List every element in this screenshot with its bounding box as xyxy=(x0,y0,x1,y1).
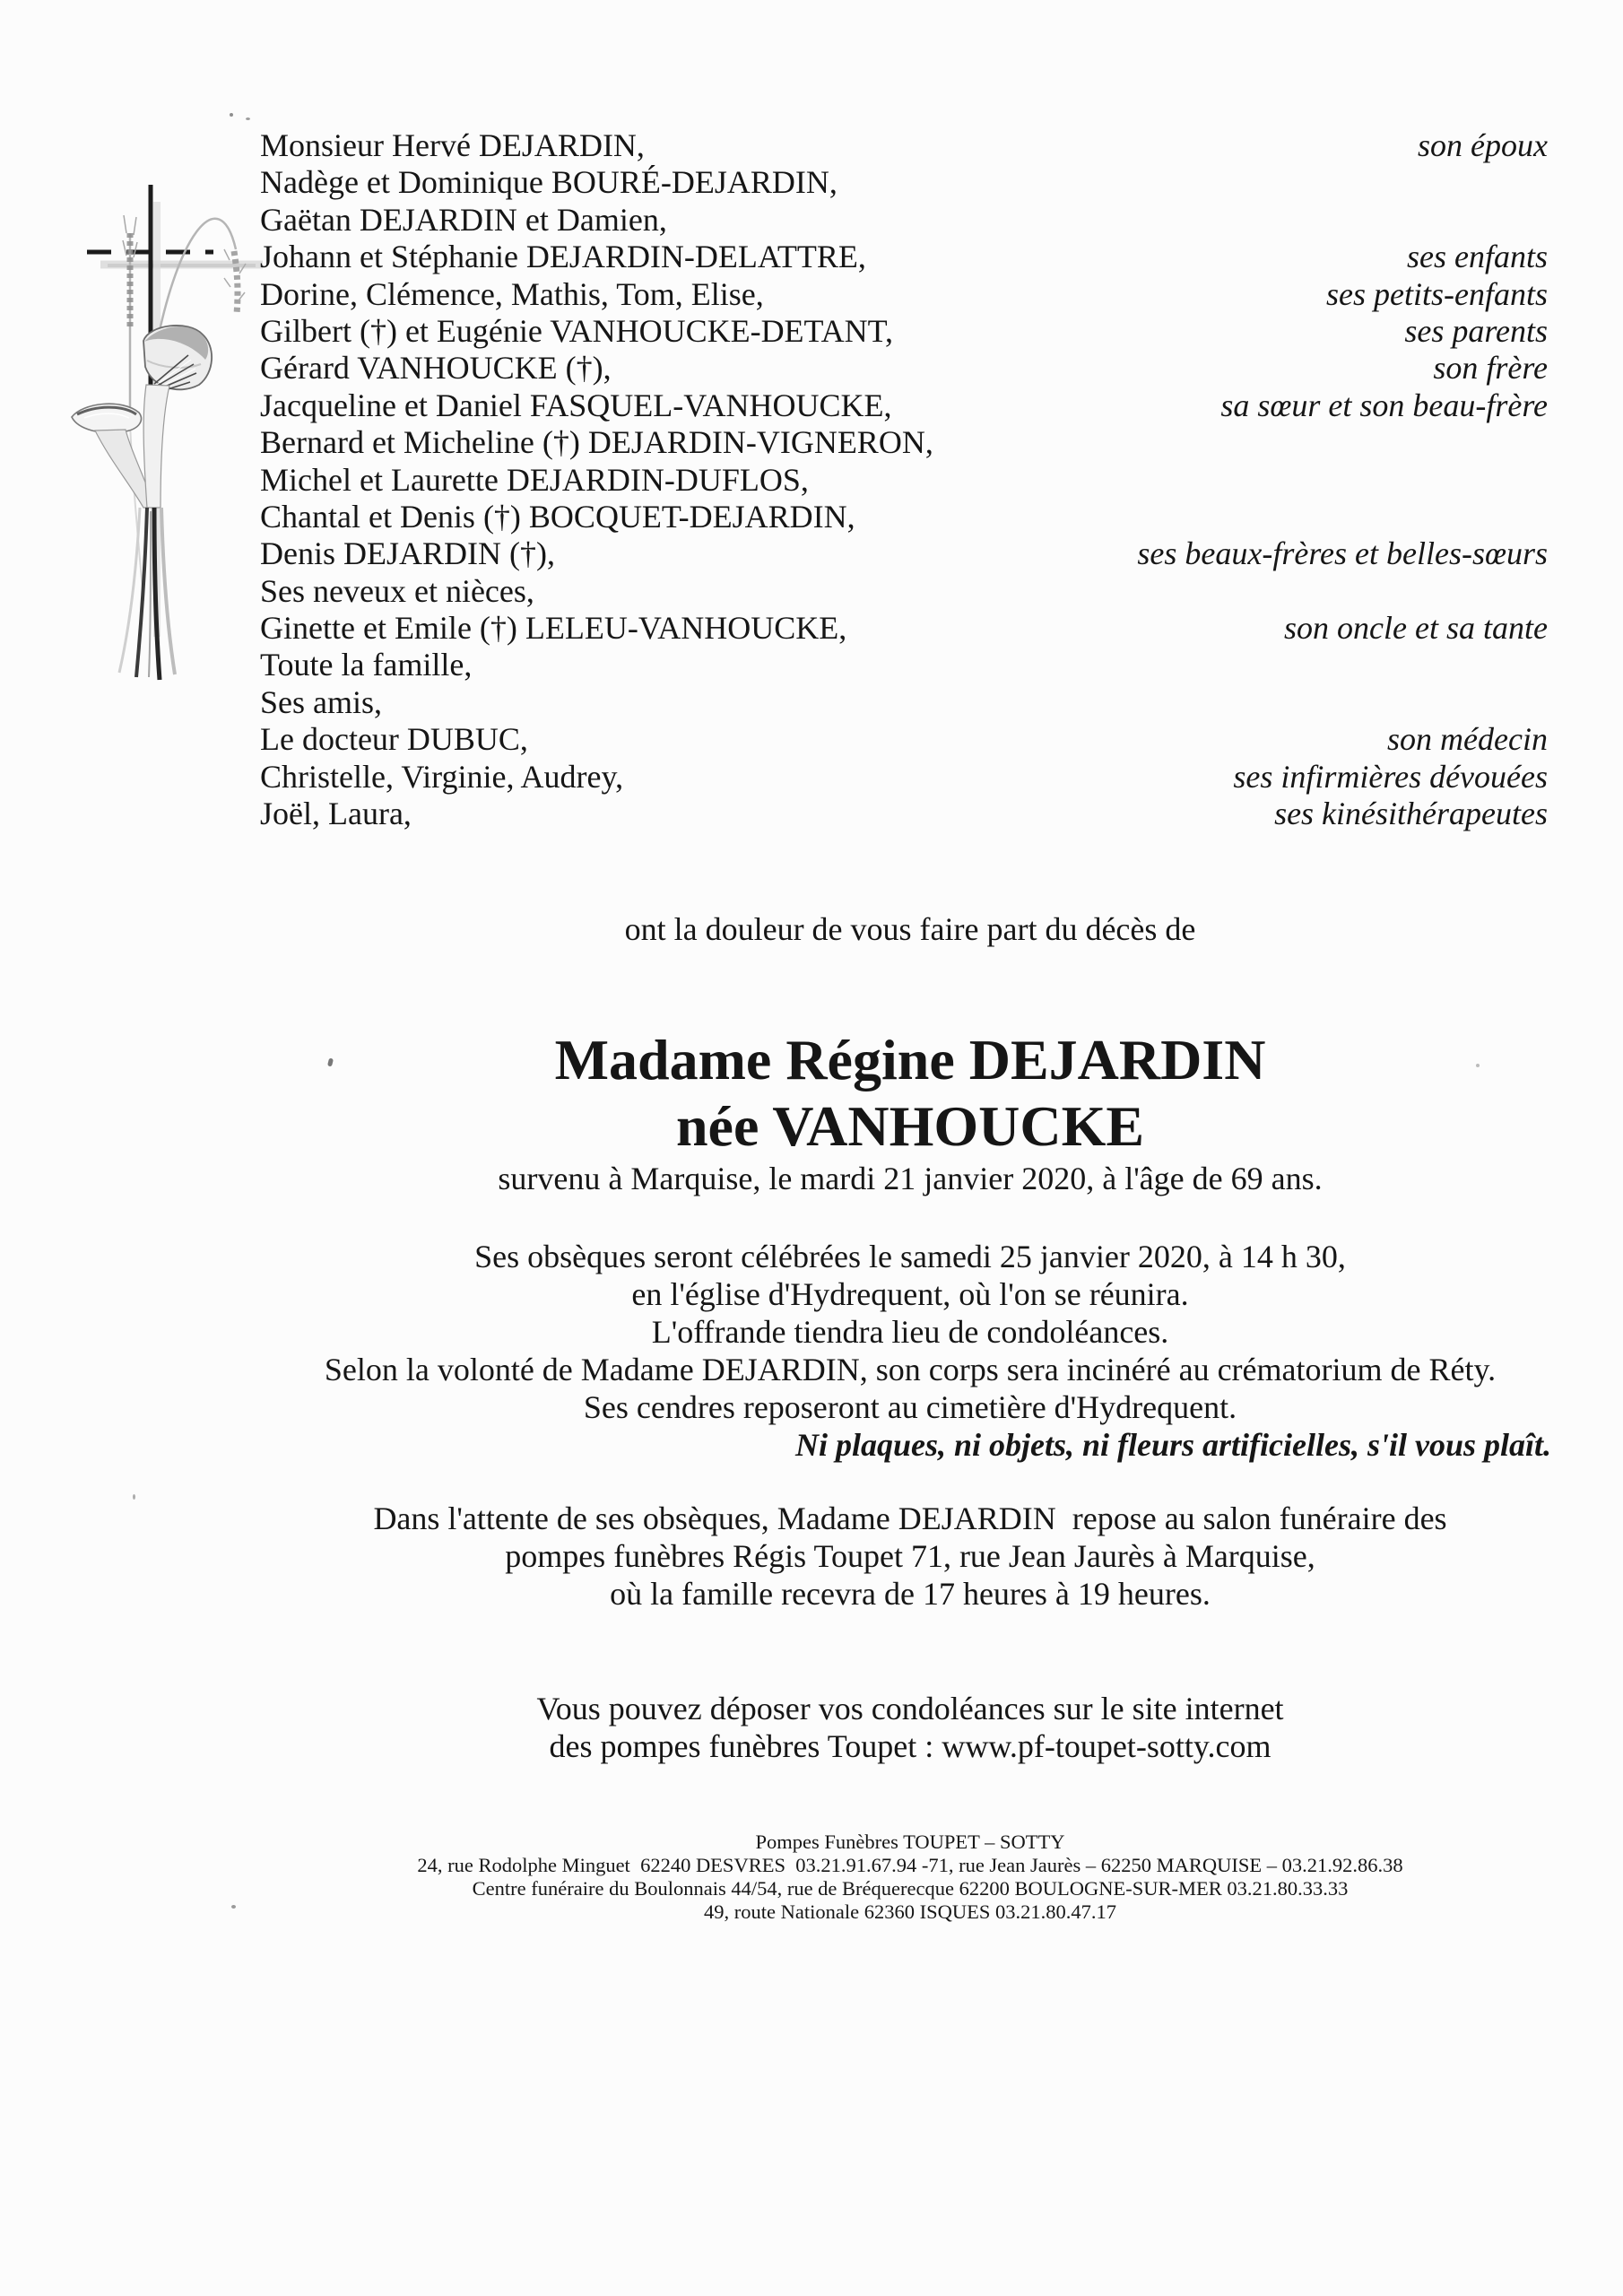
family-line xyxy=(260,164,1548,201)
online-condolences xyxy=(197,1690,1623,1765)
family-name: Chantal et Denis (†) BOCQUET-DEJARDIN, xyxy=(260,498,855,535)
funeral-home-footer xyxy=(197,1831,1623,1924)
family-line xyxy=(260,127,1548,164)
announcement-column xyxy=(197,910,1623,1924)
family-line xyxy=(260,276,1548,313)
scan-speck xyxy=(1476,1064,1480,1067)
relationship-label: ses infirmières dévouées xyxy=(1233,758,1548,795)
family-name: Jacqueline et Daniel FASQUEL-VANHOUCKE, xyxy=(260,387,892,423)
family-line xyxy=(260,647,1548,683)
relationship-label: son époux xyxy=(1418,127,1548,163)
family-line xyxy=(260,684,1548,721)
family-line xyxy=(260,424,1548,461)
relationship-label: ses beaux-frères et belles-sœurs xyxy=(1137,535,1548,572)
family-line xyxy=(260,535,1548,572)
family-line xyxy=(260,721,1548,758)
cross-calla-lily-wheat-icon xyxy=(54,99,269,682)
family-line xyxy=(260,387,1548,424)
family-name: Gaëtan DEJARDIN et Damien, xyxy=(260,201,667,238)
service-details xyxy=(197,1238,1623,1313)
ashes-line: Ses cendres reposeront au cimetière d'Hydrequent. xyxy=(583,1389,1237,1425)
repose-line: Dans l'attente de ses obsèques, Madame DEJARDIN repose au salon funéraire des xyxy=(373,1500,1447,1536)
family-name: Joël, Laura, xyxy=(260,796,412,832)
scan-speck xyxy=(231,1905,236,1909)
family-name: Bernard et Micheline (†) DEJARDIN-VIGNERON, xyxy=(260,424,933,461)
service-line: en l'église d'Hydrequent, où l'on se réunira. xyxy=(631,1276,1189,1312)
family-name: Denis DEJARDIN (†), xyxy=(260,535,555,572)
condolences-line: Vous pouvez déposer vos condoléances sur le site internet xyxy=(536,1691,1284,1726)
family-name: Le docteur DUBUC, xyxy=(260,721,528,758)
family-line xyxy=(260,759,1548,796)
family-line xyxy=(260,610,1548,647)
deceased-name-block xyxy=(197,1027,1623,1160)
cross-calla-lily-wheat-artwork xyxy=(54,99,269,682)
family-name: Gérard VANHOUCKE (†), xyxy=(260,350,612,387)
family-name: Ginette et Emile (†) LELEU-VANHOUCKE, xyxy=(260,610,847,647)
family-name: Johann et Stéphanie DEJARDIN-DELATTRE, xyxy=(260,239,866,275)
family-name: Christelle, Virginie, Audrey, xyxy=(260,758,624,795)
family-name: Monsieur Hervé DEJARDIN, xyxy=(260,127,645,163)
deceased-name: Madame Régine DEJARDIN xyxy=(554,1028,1266,1091)
family-name: Dorine, Clémence, Mathis, Tom, Elise, xyxy=(260,275,764,312)
no-flowers-request: Ni plaques, ni objets, ni fleurs artificielles, s'il vous plaît. xyxy=(794,1427,1551,1463)
offering-line: L'offrande tiendra lieu de condoléances. xyxy=(651,1314,1169,1350)
cremation-line: Selon la volonté de Madame DEJARDIN, son corps sera incinéré au crématorium de Réty. xyxy=(324,1352,1497,1387)
family-line xyxy=(260,462,1548,499)
family-line xyxy=(260,796,1548,832)
relationship-label: ses kinésithérapeutes xyxy=(1274,796,1548,832)
family-name: Gilbert (†) et Eugénie VANHOUCKE-DETANT, xyxy=(260,312,893,349)
family-name: Ses neveux et nièces, xyxy=(260,572,534,609)
family-name: Toute la famille, xyxy=(260,647,473,683)
deceased-maiden-name: née VANHOUCKE xyxy=(675,1094,1145,1158)
relationship-label: sa sœur et son beau-frère xyxy=(1220,387,1548,423)
relationship-label: son oncle et sa tante xyxy=(1284,610,1548,647)
announcement-intro: ont la douleur de vous faire part du décès de xyxy=(624,911,1196,947)
relationship-label: ses enfants xyxy=(1407,239,1548,275)
scan-speck xyxy=(133,1494,135,1500)
repose-line: pompes funèbres Régis Toupet 71, rue Jean Jaurès à Marquise, xyxy=(505,1538,1315,1574)
family-line xyxy=(260,239,1548,275)
funeral-home-address: Centre funéraire du Boulonnais 44/54, rue de Bréquerecque 62200 BOULOGNE-SUR-MER 03.21.80.33.33 xyxy=(472,1877,1349,1900)
relationship-label: ses petits-enfants xyxy=(1326,275,1548,312)
relationship-label: ses parents xyxy=(1404,312,1548,349)
family-name: Michel et Laurette DEJARDIN-DUFLOS, xyxy=(260,461,809,498)
funeral-home-name: Pompes Funèbres TOUPET – SOTTY xyxy=(755,1831,1065,1853)
death-details: survenu à Marquise, le mardi 21 janvier 2020, à l'âge de 69 ans. xyxy=(498,1161,1323,1196)
family-name: Ses amis, xyxy=(260,683,383,720)
family-line xyxy=(260,313,1548,350)
relationship-label: son frère xyxy=(1433,350,1548,387)
family-list xyxy=(260,127,1548,832)
family-line xyxy=(260,499,1548,535)
relationship-label: son médecin xyxy=(1387,721,1548,758)
family-line xyxy=(260,573,1548,610)
family-name: Nadège et Dominique BOURÉ-DEJARDIN, xyxy=(260,164,838,201)
repose-details xyxy=(197,1500,1623,1613)
scan-speck xyxy=(230,113,233,117)
family-line xyxy=(260,350,1548,387)
scan-speck xyxy=(246,117,250,120)
family-line xyxy=(260,202,1548,239)
service-line: Ses obsèques seront célébrées le samedi 25 janvier 2020, à 14 h 30, xyxy=(474,1239,1346,1274)
funeral-home-address: 24, rue Rodolphe Minguet 62240 DESVRES 03.21.91.67.94 -71, rue Jean Jaurès – 62250 MARQUISE – 03.21.92.86.38 xyxy=(417,1854,1403,1876)
condolences-line-website: des pompes funèbres Toupet : www.pf-toupet-sotty.com xyxy=(549,1728,1271,1764)
repose-line: où la famille recevra de 17 heures à 19 heures. xyxy=(610,1576,1211,1612)
funeral-home-address: 49, route Nationale 62360 ISQUES 03.21.80.47.17 xyxy=(704,1900,1116,1923)
